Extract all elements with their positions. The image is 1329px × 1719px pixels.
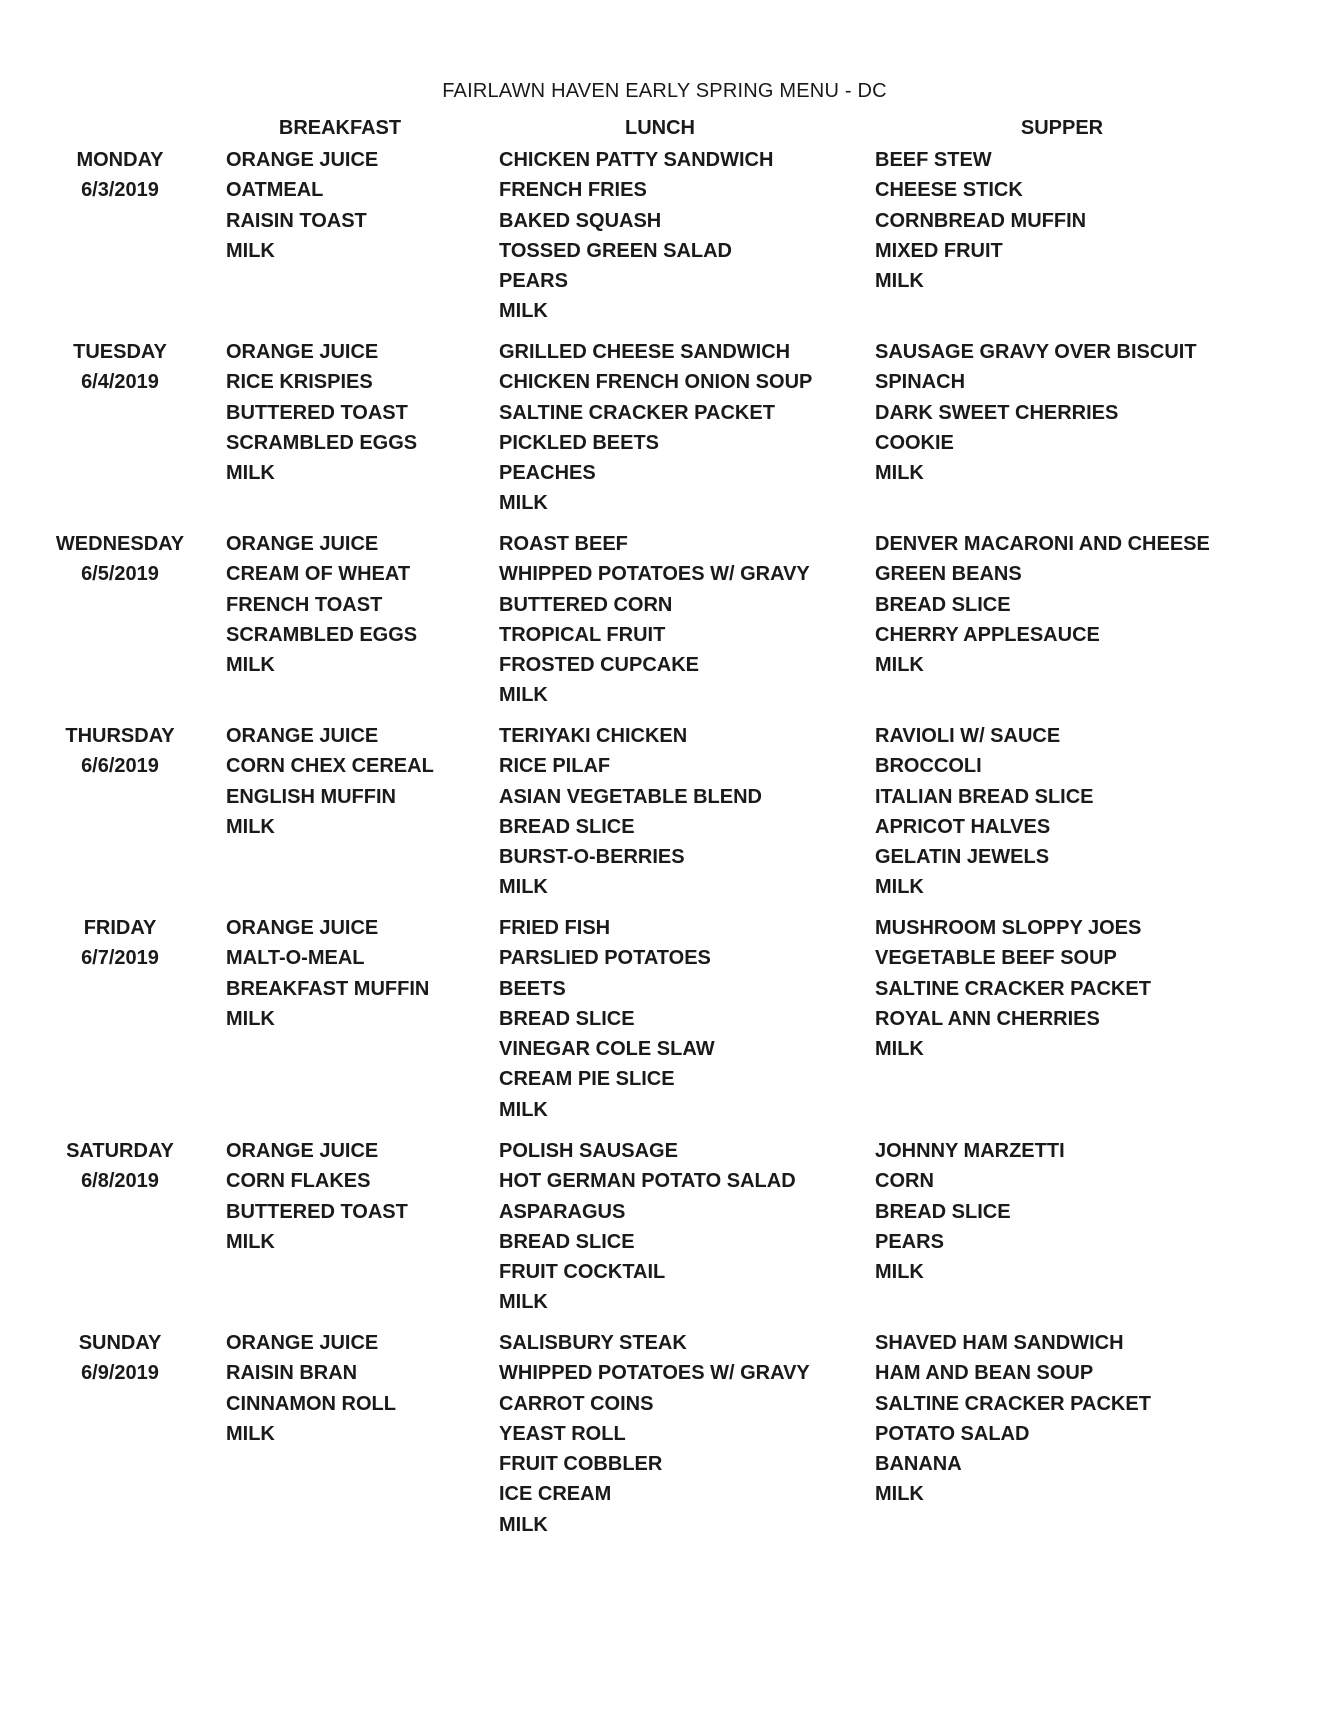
- breakfast-item: BREAKFAST MUFFIN: [226, 977, 430, 1000]
- day-cell: [41, 145, 199, 206]
- supper-items: [875, 337, 1197, 488]
- day-date: 6/6/2019: [81, 755, 159, 778]
- breakfast-item: MILK: [226, 462, 275, 485]
- lunch-item: BUTTERED CORN: [499, 593, 673, 616]
- lunch-item: SALTINE CRACKER PACKET: [499, 401, 775, 424]
- lunch-item: MILK: [499, 1291, 548, 1314]
- supper-item: SAUSAGE GRAVY OVER BISCUIT: [875, 341, 1197, 363]
- breakfast-item: CORN FLAKES: [226, 1170, 371, 1193]
- breakfast-item: RAISIN TOAST: [226, 209, 367, 232]
- breakfast-item: MILK: [226, 815, 275, 838]
- lunch-item: BREAD SLICE: [499, 815, 635, 838]
- supper-item: CORN: [875, 1170, 934, 1193]
- lunch-item: BREAD SLICE: [499, 1230, 635, 1253]
- lunch-item: MILK: [499, 300, 548, 323]
- lunch-item: PARSLIED POTATOES: [499, 947, 711, 970]
- lunch-item: CHICKEN FRENCH ONION SOUP: [499, 371, 813, 394]
- lunch-item: WHIPPED POTATOES W/ GRAVY: [499, 1362, 810, 1385]
- day-name: MONDAY: [76, 149, 164, 171]
- lunch-item: ASPARAGUS: [499, 1200, 626, 1223]
- lunch-item: TOSSED GREEN SALAD: [499, 239, 732, 262]
- day-cell: [41, 337, 199, 398]
- lunch-item: ROAST BEEF: [499, 533, 628, 555]
- lunch-item: PICKLED BEETS: [499, 431, 660, 454]
- lunch-item: MILK: [499, 684, 548, 707]
- lunch-item: TERIYAKI CHICKEN: [499, 725, 688, 747]
- day-cell: [41, 1136, 199, 1197]
- day-cell: [41, 913, 199, 974]
- breakfast-item: SCRAMBLED EGGS: [226, 623, 418, 646]
- day-cell: [41, 529, 199, 590]
- breakfast-item: CINNAMON ROLL: [226, 1392, 396, 1415]
- supper-item: MILK: [875, 1038, 924, 1061]
- supper-item: GREEN BEANS: [875, 563, 1022, 586]
- lunch-item: MILK: [499, 492, 548, 515]
- lunch-item: PEARS: [499, 270, 568, 293]
- breakfast-item: ENGLISH MUFFIN: [226, 785, 396, 808]
- lunch-item: HOT GERMAN POTATO SALAD: [499, 1170, 796, 1193]
- supper-items: [875, 1136, 1065, 1287]
- lunch-items: [499, 1328, 810, 1540]
- breakfast-items: [226, 913, 429, 1034]
- breakfast-item: ORANGE JUICE: [226, 1140, 379, 1162]
- breakfast-item: CREAM OF WHEAT: [226, 563, 411, 586]
- column-header-lunch: LUNCH: [625, 117, 695, 139]
- lunch-item: WHIPPED POTATOES W/ GRAVY: [499, 563, 810, 586]
- supper-item: SALTINE CRACKER PACKET: [875, 1392, 1151, 1415]
- breakfast-item: MILK: [226, 1230, 275, 1253]
- breakfast-item: MALT-O-MEAL: [226, 947, 365, 970]
- supper-item: MILK: [875, 876, 924, 899]
- supper-items: [875, 913, 1151, 1064]
- supper-item: BREAD SLICE: [875, 1200, 1011, 1223]
- breakfast-items: [226, 1328, 396, 1449]
- breakfast-item: MILK: [226, 654, 275, 677]
- breakfast-items: [226, 145, 378, 266]
- day-date: 6/5/2019: [81, 563, 159, 586]
- breakfast-item: FRENCH TOAST: [226, 593, 383, 616]
- day-cell: [41, 721, 199, 782]
- breakfast-item: BUTTERED TOAST: [226, 401, 408, 424]
- supper-item: BREAD SLICE: [875, 593, 1011, 616]
- supper-item: MILK: [875, 1483, 924, 1506]
- breakfast-item: RAISIN BRAN: [226, 1362, 358, 1385]
- breakfast-item: ORANGE JUICE: [226, 1332, 379, 1354]
- breakfast-item: ORANGE JUICE: [226, 533, 379, 555]
- supper-item: CHEESE STICK: [875, 179, 1023, 202]
- day-date: 6/8/2019: [81, 1170, 159, 1193]
- lunch-items: [499, 913, 715, 1125]
- day-date: 6/4/2019: [81, 371, 159, 394]
- breakfast-item: MILK: [226, 1422, 275, 1445]
- day-date: 6/9/2019: [81, 1362, 159, 1385]
- breakfast-item: RICE KRISPIES: [226, 371, 373, 394]
- supper-item: APRICOT HALVES: [875, 815, 1051, 838]
- day-name: SUNDAY: [78, 1332, 162, 1354]
- lunch-items: [499, 1136, 796, 1318]
- lunch-item: GRILLED CHEESE SANDWICH: [499, 341, 791, 363]
- breakfast-items: [226, 337, 417, 488]
- breakfast-item: ORANGE JUICE: [226, 341, 379, 363]
- supper-item: RAVIOLI W/ SAUCE: [875, 725, 1061, 747]
- lunch-item: FRENCH FRIES: [499, 179, 647, 202]
- lunch-item: ICE CREAM: [499, 1483, 612, 1506]
- supper-item: ITALIAN BREAD SLICE: [875, 785, 1094, 808]
- breakfast-item: ORANGE JUICE: [226, 725, 379, 747]
- breakfast-item: OATMEAL: [226, 179, 324, 202]
- supper-item: CORNBREAD MUFFIN: [875, 209, 1087, 232]
- supper-items: [875, 529, 1210, 680]
- supper-item: SHAVED HAM SANDWICH: [875, 1332, 1124, 1354]
- lunch-item: BAKED SQUASH: [499, 209, 662, 232]
- lunch-item: FROSTED CUPCAKE: [499, 654, 700, 677]
- supper-item: SALTINE CRACKER PACKET: [875, 977, 1151, 1000]
- lunch-item: ASIAN VEGETABLE BLEND: [499, 785, 762, 808]
- supper-item: MILK: [875, 1261, 924, 1284]
- lunch-item: TROPICAL FRUIT: [499, 623, 666, 646]
- supper-item: POTATO SALAD: [875, 1422, 1030, 1445]
- lunch-item: PEACHES: [499, 462, 596, 485]
- lunch-item: SALISBURY STEAK: [499, 1332, 687, 1354]
- lunch-item: MILK: [499, 1513, 548, 1536]
- supper-item: BROCCOLI: [875, 755, 982, 778]
- lunch-item: YEAST ROLL: [499, 1422, 626, 1445]
- lunch-item: CHICKEN PATTY SANDWICH: [499, 149, 774, 171]
- supper-item: GELATIN JEWELS: [875, 846, 1050, 869]
- breakfast-items: [226, 721, 434, 842]
- breakfast-item: MILK: [226, 1007, 275, 1030]
- lunch-item: FRUIT COCKTAIL: [499, 1261, 666, 1284]
- day-name: TUESDAY: [73, 341, 167, 363]
- column-header-breakfast: BREAKFAST: [278, 117, 402, 139]
- breakfast-items: [226, 529, 417, 680]
- supper-item: MILK: [875, 270, 924, 293]
- lunch-item: MILK: [499, 1098, 548, 1121]
- breakfast-item: ORANGE JUICE: [226, 917, 379, 939]
- supper-item: HAM AND BEAN SOUP: [875, 1362, 1094, 1385]
- supper-item: COOKIE: [875, 431, 954, 454]
- supper-items: [875, 721, 1094, 903]
- breakfast-item: BUTTERED TOAST: [226, 1200, 408, 1223]
- lunch-item: BREAD SLICE: [499, 1007, 635, 1030]
- lunch-items: [499, 721, 762, 903]
- day-date: 6/7/2019: [81, 947, 159, 970]
- supper-item: DENVER MACARONI AND CHEESE: [875, 533, 1210, 555]
- lunch-item: VINEGAR COLE SLAW: [499, 1038, 715, 1061]
- supper-item: VEGETABLE BEEF SOUP: [875, 947, 1117, 970]
- supper-item: BEEF STEW: [875, 149, 992, 171]
- lunch-item: POLISH SAUSAGE: [499, 1140, 678, 1162]
- supper-item: SPINACH: [875, 371, 966, 394]
- lunch-items: [499, 529, 810, 711]
- lunch-items: [499, 337, 812, 519]
- supper-items: [875, 1328, 1151, 1510]
- lunch-item: BURST-O-BERRIES: [499, 846, 685, 869]
- supper-item: BANANA: [875, 1453, 962, 1476]
- lunch-item: CREAM PIE SLICE: [499, 1068, 675, 1091]
- supper-item: MILK: [875, 654, 924, 677]
- breakfast-item: CORN CHEX CEREAL: [226, 755, 434, 778]
- supper-item: JOHNNY MARZETTI: [875, 1140, 1065, 1162]
- day-cell: [41, 1328, 199, 1389]
- supper-item: MIXED FRUIT: [875, 239, 1003, 262]
- page-title: FAIRLAWN HAVEN EARLY SPRING MENU - DC: [442, 80, 887, 102]
- breakfast-item: MILK: [226, 239, 275, 262]
- day-name: WEDNESDAY: [55, 533, 185, 555]
- lunch-item: CARROT COINS: [499, 1392, 654, 1415]
- day-name: SATURDAY: [66, 1140, 174, 1162]
- supper-item: MILK: [875, 462, 924, 485]
- breakfast-item: ORANGE JUICE: [226, 149, 379, 171]
- supper-item: MUSHROOM SLOPPY JOES: [875, 917, 1142, 939]
- supper-item: DARK SWEET CHERRIES: [875, 401, 1119, 424]
- lunch-items: [499, 145, 773, 327]
- lunch-item: FRIED FISH: [499, 917, 611, 939]
- supper-items: [875, 145, 1086, 296]
- lunch-item: FRUIT COBBLER: [499, 1453, 663, 1476]
- breakfast-item: SCRAMBLED EGGS: [226, 431, 418, 454]
- day-date: 6/3/2019: [81, 179, 159, 202]
- lunch-item: BEETS: [499, 977, 566, 1000]
- lunch-item: RICE PILAF: [499, 755, 611, 778]
- lunch-item: MILK: [499, 876, 548, 899]
- breakfast-items: [226, 1136, 408, 1257]
- supper-item: PEARS: [875, 1230, 944, 1253]
- supper-item: CHERRY APPLESAUCE: [875, 623, 1100, 646]
- column-header-supper: SUPPER: [1020, 117, 1104, 139]
- day-name: THURSDAY: [65, 725, 175, 747]
- supper-item: ROYAL ANN CHERRIES: [875, 1007, 1100, 1030]
- day-name: FRIDAY: [83, 917, 157, 939]
